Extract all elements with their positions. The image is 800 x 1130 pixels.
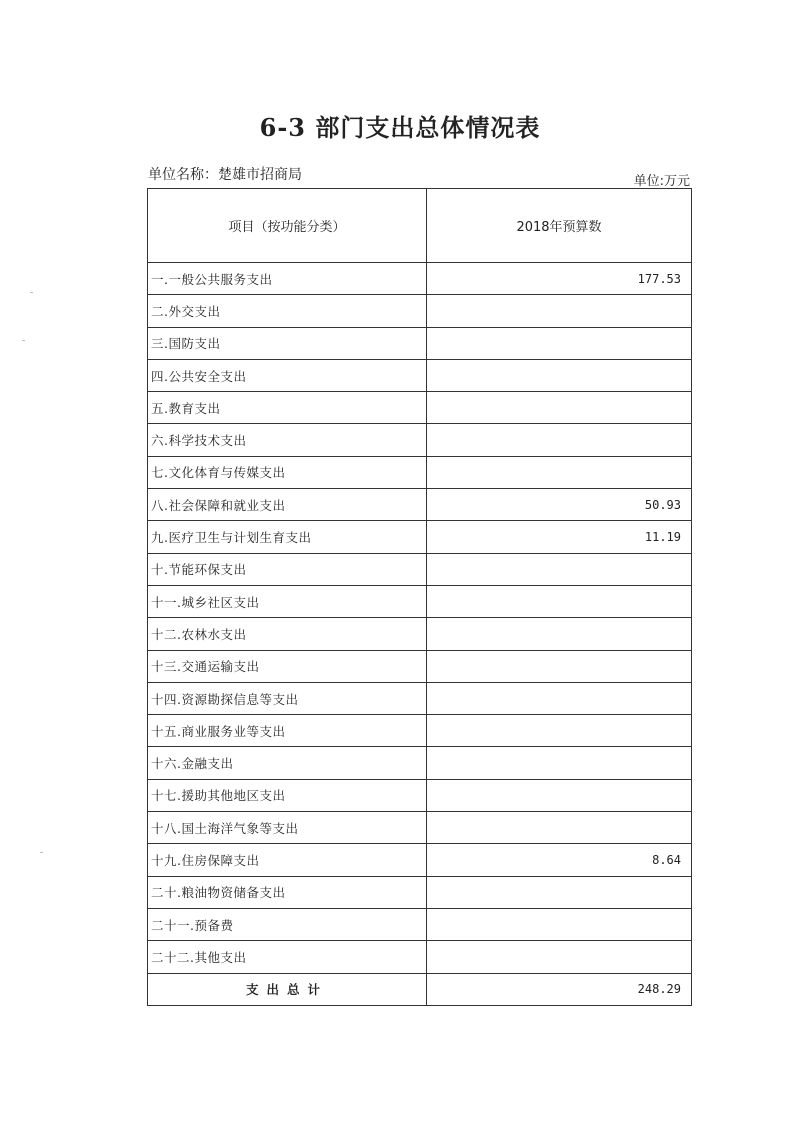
unit-measure: 单位:万元 xyxy=(633,174,690,189)
row-value xyxy=(427,779,692,811)
total-row xyxy=(148,973,692,1005)
row-label: 三.国防支出 xyxy=(148,327,427,359)
row-label: 四.公共安全支出 xyxy=(148,359,427,391)
table-body xyxy=(148,263,692,1006)
scan-speck xyxy=(30,292,33,293)
total-value: 248.29 xyxy=(427,973,692,1005)
table-row xyxy=(148,585,692,617)
row-label: 十三.交通运输支出 xyxy=(148,650,427,682)
row-value: 177.53 xyxy=(427,263,692,295)
header-budget: 2018年预算数 xyxy=(427,189,692,263)
table-row xyxy=(148,715,692,747)
row-value xyxy=(427,812,692,844)
row-value xyxy=(427,456,692,488)
row-value xyxy=(427,424,692,456)
row-label: 十八.国土海洋气象等支出 xyxy=(148,812,427,844)
table-row xyxy=(148,392,692,424)
row-label: 五.教育支出 xyxy=(148,392,427,424)
row-label: 二十二.其他支出 xyxy=(148,941,427,973)
table-row xyxy=(148,779,692,811)
row-value xyxy=(427,876,692,908)
row-label: 一.一般公共服务支出 xyxy=(148,263,427,295)
table-row xyxy=(148,553,692,585)
expenditure-table xyxy=(147,188,692,1006)
table-row xyxy=(148,908,692,940)
table-row xyxy=(148,812,692,844)
row-label: 二十一.预备费 xyxy=(148,908,427,940)
row-value: 11.19 xyxy=(427,521,692,553)
row-label: 二十.粮油物资储备支出 xyxy=(148,876,427,908)
scan-speck xyxy=(40,852,43,853)
table-row xyxy=(148,327,692,359)
table-row xyxy=(148,456,692,488)
row-label: 十一.城乡社区支出 xyxy=(148,585,427,617)
total-label: 支出总计 xyxy=(148,973,427,1005)
table-row xyxy=(148,876,692,908)
table-row xyxy=(148,650,692,682)
table-row xyxy=(148,359,692,391)
row-value xyxy=(427,359,692,391)
table-row xyxy=(148,618,692,650)
table-row xyxy=(148,521,692,553)
row-value xyxy=(427,585,692,617)
page-title: 6-3 部门支出总体情况表 xyxy=(259,113,541,142)
table-meta xyxy=(148,162,690,188)
row-label: 十五.商业服务业等支出 xyxy=(148,715,427,747)
table-row xyxy=(148,682,692,714)
unit-name: 单位名称：楚雄市招商局 xyxy=(148,167,302,183)
row-value xyxy=(427,908,692,940)
table-row xyxy=(148,489,692,521)
row-value xyxy=(427,327,692,359)
row-value xyxy=(427,747,692,779)
row-label: 十四.资源勘探信息等支出 xyxy=(148,682,427,714)
table-row xyxy=(148,941,692,973)
row-label: 八.社会保障和就业支出 xyxy=(148,489,427,521)
header-item: 项目（按功能分类） xyxy=(148,189,427,263)
row-value xyxy=(427,392,692,424)
row-label: 十.节能环保支出 xyxy=(148,553,427,585)
row-value: 8.64 xyxy=(427,844,692,876)
row-label: 六.科学技术支出 xyxy=(148,424,427,456)
table-row xyxy=(148,263,692,295)
row-value xyxy=(427,941,692,973)
row-value xyxy=(427,553,692,585)
row-label: 十二.农林水支出 xyxy=(148,618,427,650)
row-value: 50.93 xyxy=(427,489,692,521)
row-label: 十七.援助其他地区支出 xyxy=(148,779,427,811)
row-value xyxy=(427,618,692,650)
row-label: 九.医疗卫生与计划生育支出 xyxy=(148,521,427,553)
row-label: 十六.金融支出 xyxy=(148,747,427,779)
table-row xyxy=(148,295,692,327)
row-value xyxy=(427,715,692,747)
table-header-row xyxy=(148,189,692,263)
row-value xyxy=(427,682,692,714)
row-value xyxy=(427,650,692,682)
scan-speck xyxy=(22,340,25,341)
table-row xyxy=(148,844,692,876)
table-row xyxy=(148,747,692,779)
row-label: 二.外交支出 xyxy=(148,295,427,327)
row-label: 七.文化体育与传媒支出 xyxy=(148,456,427,488)
row-value xyxy=(427,295,692,327)
table-row xyxy=(148,424,692,456)
row-label: 十九.住房保障支出 xyxy=(148,844,427,876)
